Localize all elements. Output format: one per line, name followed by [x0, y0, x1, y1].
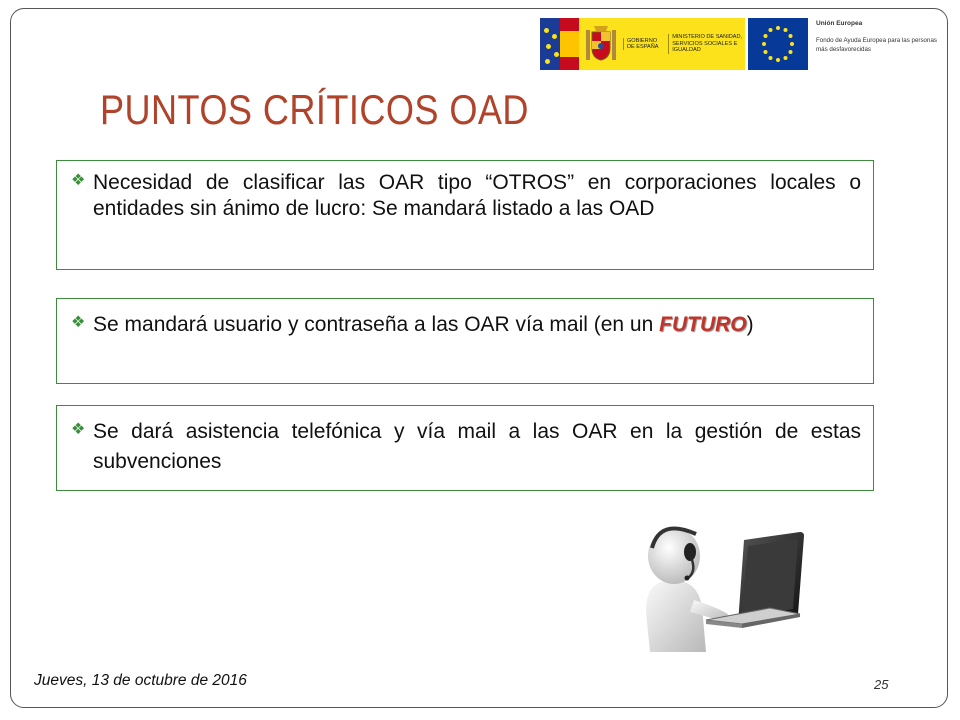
spain-flag-icon	[560, 18, 579, 70]
bullet-text-2-start: Se mandará usuario y contraseña a las OAR vía mail (en un	[93, 313, 660, 336]
diamond-bullet-icon: ❖	[71, 314, 86, 331]
bullet-box-3	[56, 405, 874, 491]
diamond-bullet-icon: ❖	[71, 421, 86, 438]
bullet-text-3: Se dará asistencia telefónica y vía mail a las OAR en la gestión de estas subvenciones	[93, 420, 861, 473]
eu-flag-stripe-icon	[540, 18, 560, 70]
call-center-operator-laptop-icon	[634, 516, 814, 656]
eu-title: Unión Europea	[816, 20, 863, 27]
bullet-box-1	[56, 160, 874, 270]
bullet-box-2	[56, 298, 874, 384]
bullet-text-2-end: )	[746, 313, 754, 336]
government-text: GOBIERNO DE ESPAÑA	[623, 38, 664, 51]
futuro-highlight: FUTURO	[659, 313, 747, 336]
eu-fund-label	[816, 20, 946, 54]
diamond-bullet-icon: ❖	[71, 172, 86, 189]
page-number: 25	[874, 677, 889, 692]
slide-title: PUNTOS CRÍTICOS OAD	[100, 86, 529, 133]
spain-government-logo	[540, 18, 745, 70]
ministry-text: MINISTERIO DE SANIDAD, SERVICIOS SOCIALES E IGUALDAD	[668, 34, 745, 53]
eu-subtitle: Fondo de Ayuda Europea para las personas más desfavorecidas	[816, 37, 937, 53]
footer-date: Jueves, 13 de octubre de 2016	[34, 672, 247, 689]
bullet-text-1: Necesidad de clasificar las OAR tipo “OTROS” en corporaciones locales o entidades sin ánimo de lucro: Se mandará listado a las OAD	[93, 171, 861, 220]
eu-flag-icon	[748, 18, 808, 70]
coat-of-arms-icon	[583, 22, 619, 66]
